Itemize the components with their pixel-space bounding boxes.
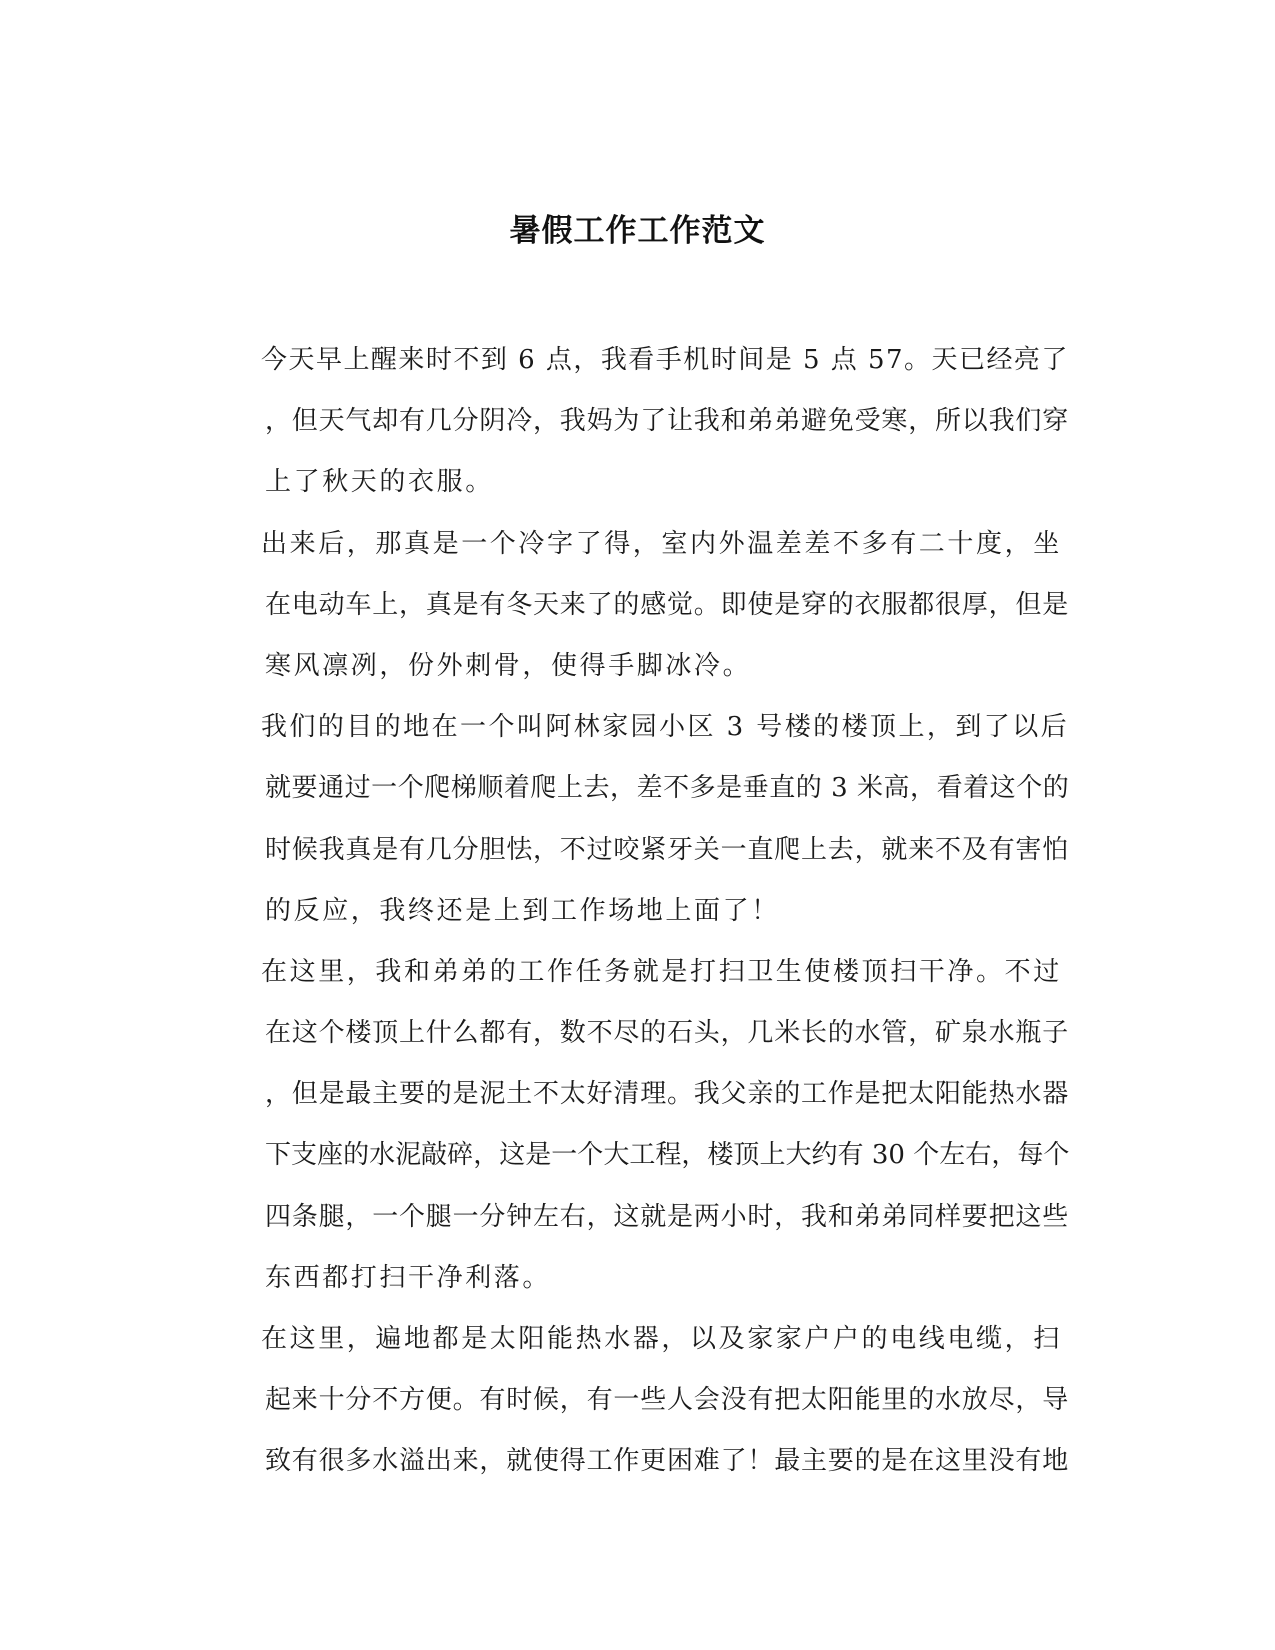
paragraph-line: ，但是最主要的是泥土不太好清理。我父亲的工作是把太阳能热水器 <box>265 1079 1070 1110</box>
paragraph-line: 寒风凛冽，份外刺骨，使得手脚冰冷。 <box>265 650 752 681</box>
paragraph-line: 今天早上醒来时不到 6 点，我看手机时间是 5 点 57。天已经亮了 <box>261 345 1069 375</box>
paragraph-line: 在这里，我和弟弟的工作任务就是打扫卫生使楼顶扫干净。不过 <box>261 956 1062 987</box>
paragraph-line: 在这里，遍地都是太阳能热水器，以及家家户户的电线电缆，扫 <box>261 1324 1062 1354</box>
paragraph-line: 东西都打扫干净利落。 <box>265 1262 552 1293</box>
paragraph-4 <box>189 942 1069 1309</box>
paragraph-5 <box>189 1309 1069 1493</box>
paragraph-line: 我们的目的地在一个叫阿林家园小区 3 号楼的楼顶上，到了以后 <box>261 712 1070 743</box>
paragraph-1 <box>189 330 1069 514</box>
paragraph-line: 下支座的水泥敲碎，这是一个大工程，楼顶上大约有 30 个左右，每个 <box>265 1140 1070 1171</box>
paragraph-3 <box>189 697 1069 942</box>
document-body <box>189 330 1069 1493</box>
paragraph-line: ，但天气却有几分阴冷，我妈为了让我和弟弟避免受寒，所以我们穿 <box>265 406 1070 437</box>
paragraph-line: 的反应，我终还是上到工作场地上面了！ <box>265 895 780 926</box>
document-title: 暑假工作工作范文 <box>509 213 766 249</box>
paragraph-2 <box>189 514 1069 698</box>
paragraph-line: 致有很多水溢出来，就使得工作更困难了！最主要的是在这里没有地 <box>265 1446 1070 1477</box>
paragraph-line: 起来十分不方便。有时候，有一些人会没有把太阳能里的水放尽，导 <box>265 1385 1070 1416</box>
paragraph-line: 就要通过一个爬梯顺着爬上去，差不多是垂直的 3 米高，看着这个的 <box>265 773 1070 804</box>
paragraph-line: 上了秋天的衣服。 <box>265 467 494 498</box>
paragraph-line: 时候我真是有几分胆怯，不过咬紧牙关一直爬上去，就来不及有害怕 <box>265 834 1070 865</box>
paragraph-line: 四条腿，一个腿一分钟左右，这就是两小时，我和弟弟同样要把这些 <box>265 1201 1070 1232</box>
paragraph-line: 出来后，那真是一个冷字了得，室内外温差差不多有二十度，坐 <box>261 528 1062 559</box>
paragraph-line: 在电动车上，真是有冬天来了的感觉。即使是穿的衣服都很厚，但是 <box>265 589 1070 620</box>
paragraph-line: 在这个楼顶上什么都有，数不尽的石头，几米长的水管，矿泉水瓶子 <box>265 1018 1070 1049</box>
